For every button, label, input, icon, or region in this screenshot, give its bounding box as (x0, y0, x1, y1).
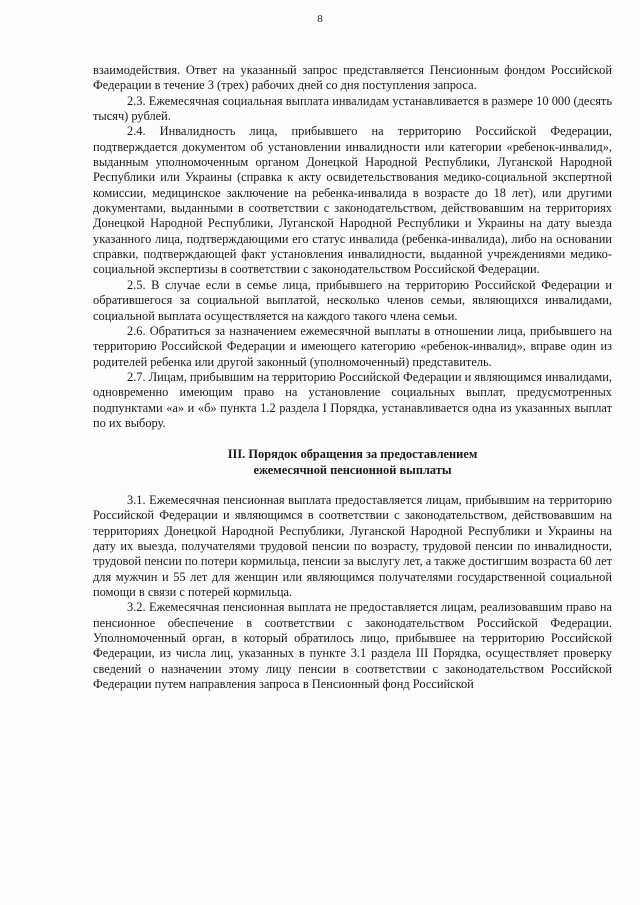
section-heading-line-1: III. Порядок обращения за предоставлением (227, 447, 478, 462)
paragraph-2-6: 2.6. Обратиться за назначением ежемесячной выплаты в отношении лица, прибывшего на территорию Российской Федерации и имеющего категорию «ребенок-инвалид», вправе один из родителей ребенка или другой законный (уполномоченный) представитель. (93, 323, 612, 369)
paragraph-2-5: 2.5. В случае если в семье лица, прибывшего на территорию Российской Федерации и обратившегося за социальной выплатой, несколько членов семьи, являющихся инвалидами, социальной выплата осуществляется на каждого такого члена семьи. (93, 277, 612, 323)
paragraph-3-1: 3.1. Ежемесячная пенсионная выплата предоставляется лицам, прибывшим на территорию Российской Федерации и являющимся в соответствии с законодательством, действовавшим на территориях Донецкой Народной Республики, Луганской Народной Республики и Украины на дату их выезда, получателями трудовой пенсии по возрасту, трудовой пенсии по инвалидности, трудовой пенсии по потери кормильца, пенсии за выслугу лет, а также достигшим возраста 60 лет для мужчин и 55 лет для женщин или являющимся получателями государственной социальной помощи в связи с потерей кормильца. (93, 492, 612, 599)
page-number: 8 (317, 13, 323, 25)
document-body (93, 63, 612, 692)
paragraph-2-3: 2.3. Ежемесячная социальная выплата инвалидам устанавливается в размере 10 000 (десять тысяч) рублей. (93, 93, 612, 124)
paragraph-continuation: взаимодействия. Ответ на указанный запрос представляется Пенсионным фондом Российской Федерации в течение 3 (трех) рабочих дней со дня поступления запроса. (93, 63, 612, 93)
paragraph-2-7: 2.7. Лицам, прибывшим на территорию Российской Федерации и являющимся инвалидами, одновременно имеющим право на установление социальных выплат, предусмотренных подпунктами «а» и «б» пункта 1.2 раздела I Порядка, устанавливается одна из указанных выплат по их выбору. (93, 369, 612, 430)
paragraph-3-2: 3.2. Ежемесячная пенсионная выплата не предоставляется лицам, реализовавшим право на пенсионное обеспечение в соответствии с законодательством Российской Федерации. Уполномоченный орган, в который обратилось лицо, прибывшее на территорию Российской Федерации, из числа лиц, указанных в пункте 3.1 раздела III Порядка, осуществляет проверку сведений о назначении этому лицу пенсии в соответствии с законодательством Российской Федерации путем направления запроса в Пенсионный фонд Российской (93, 600, 612, 692)
paragraph-2-4: 2.4. Инвалидность лица, прибывшего на территорию Российской Федерации, подтверждается документом об установлении инвалидности или категории «ребенок-инвалид», выданным уполномоченным органом Донецкой Народной Республики, Луганской Народной Республики или Украины (справка к акту освидетельствования медико-социальной экспертной комиссии, медицинское заключение на ребенка-инвалида в возрасте до 18 лет), или другими документами, выданными в соответствии с законодательством, действовавшим на территориях Донецкой Народной Республики, Луганской Народной Республики и Украины на дату выезда указанного лица, подтверждающими его статус инвалида (ребенка-инвалида), либо на основании справки, подтверждающей факт установления инвалидности, выданной учреждениями медико-социальной экспертизы в соответствии с законодательством Российской Федерации. (93, 124, 612, 277)
section-heading-line-2: ежемесячной пенсионной выплаты (253, 462, 452, 477)
section-3-heading (93, 447, 612, 478)
